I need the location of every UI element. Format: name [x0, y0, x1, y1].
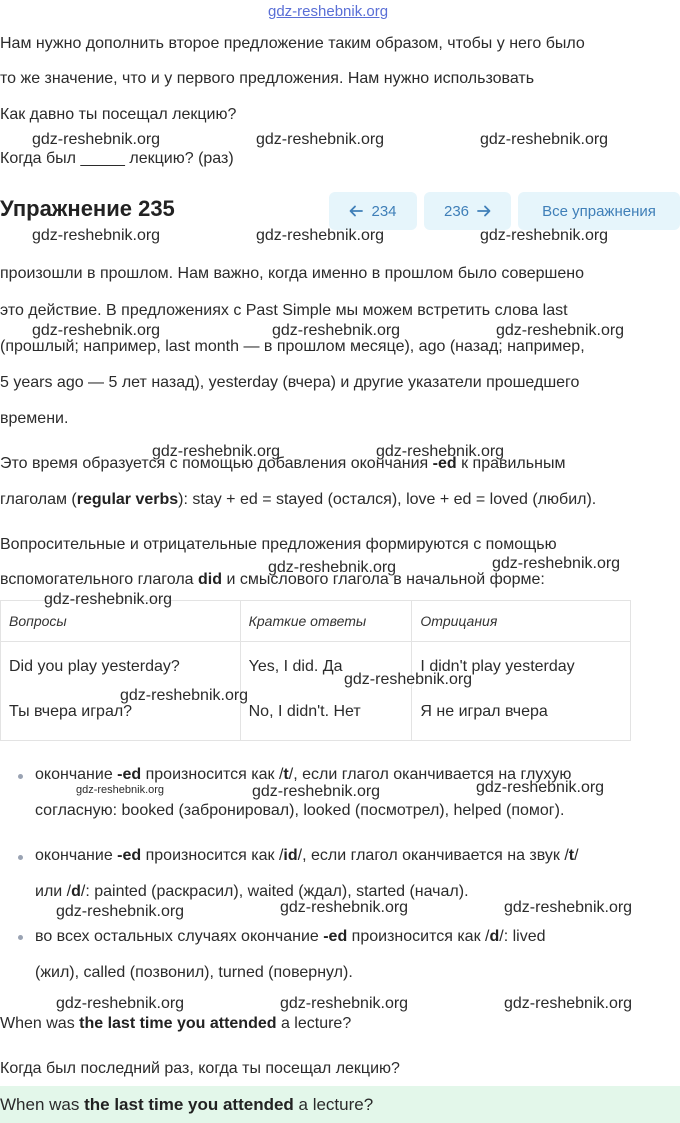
watermark: gdz-reshebnik.org: [120, 687, 249, 704]
bullet-line: окончание -ed произносится как /t/, если глагол оканчивается на глухую: [35, 766, 572, 783]
table-row: [1, 642, 631, 741]
watermark: gdz-reshebnik.org: [480, 227, 609, 244]
watermark: gdz-reshebnik.org: [496, 322, 625, 339]
theory-line: вспомогательного глагола did и смыслового глагола в начальной форме:: [0, 571, 545, 588]
solution-translation: Когда был последний раз, когда ты посещал лекцию?: [0, 1060, 400, 1077]
solution-line: When was the last time you attended a lecture?: [0, 1015, 352, 1032]
answer-box: When was the last time you attended a lecture?: [0, 1086, 680, 1123]
bullet-dot: [18, 774, 23, 779]
watermark: gdz-reshebnik.org: [32, 322, 161, 339]
watermark-link[interactable]: gdz-reshebnik.org: [268, 3, 389, 20]
arrow-right-icon: [477, 204, 491, 218]
intro-line-3: Как давно ты посещал лекцию?: [0, 106, 237, 123]
watermark: gdz-reshebnik.org: [44, 591, 173, 608]
table-header: Вопросы: [1, 601, 241, 642]
watermark: gdz-reshebnik.org: [376, 443, 505, 460]
prev-exercise-button[interactable]: [329, 192, 417, 230]
theory-line: Вопросительные и отрицательные предложения формируются с помощью: [0, 536, 557, 553]
watermark: gdz-reshebnik.org: [344, 671, 473, 688]
watermark: gdz-reshebnik.org: [76, 784, 165, 796]
theory-line: Это время образуется с помощью добавления окончания -ed к правильным: [0, 455, 566, 472]
prev-exercise-label: 234: [371, 202, 397, 220]
watermark: gdz-reshebnik.org: [32, 227, 161, 244]
watermark: gdz-reshebnik.org: [280, 995, 409, 1012]
grammar-table: [0, 600, 631, 741]
all-exercises-label: Все упражнения: [542, 202, 656, 220]
theory-line: произошли в прошлом. Нам важно, когда именно в прошлом было совершено: [0, 265, 585, 282]
bullet-dot: [18, 855, 23, 860]
watermark: gdz-reshebnik.org: [476, 779, 605, 796]
intro-line-4: Когда был _____ лекцию? (раз): [0, 150, 234, 167]
intro-line-2: то же значение, что и у первого предложения. Нам нужно использовать: [0, 70, 535, 87]
theory-line: времени.: [0, 410, 69, 427]
intro-line-1: Нам нужно дополнить второе предложение таким образом, чтобы у него было: [0, 35, 585, 52]
bullet-line: во всех остальных случаях окончание -ed произносится как /d/: lived: [35, 928, 546, 945]
table-cell: I didn't play yesterday Я не играл вчера: [412, 642, 631, 741]
watermark: gdz-reshebnik.org: [504, 899, 633, 916]
watermark: gdz-reshebnik.org: [480, 131, 609, 148]
watermark: gdz-reshebnik.org: [272, 322, 401, 339]
next-exercise-button[interactable]: [424, 192, 511, 230]
watermark: gdz-reshebnik.org: [256, 227, 385, 244]
theory-line: 5 years ago — 5 лет назад), yesterday (вчера) и другие указатели прошедшего: [0, 374, 580, 391]
watermark: gdz-reshebnik.org: [32, 131, 161, 148]
watermark: gdz-reshebnik.org: [492, 555, 621, 572]
theory-line: глаголам (regular verbs): stay + ed = stayed (остался), love + ed = loved (любил).: [0, 491, 597, 508]
bullet-line: или /d/: painted (раскрасил), waited (ждал), started (начал).: [35, 883, 469, 900]
watermark: gdz-reshebnik.org: [56, 995, 185, 1012]
watermark: gdz-reshebnik.org: [152, 443, 281, 460]
theory-line: (прошлый; например, last month — в прошлом месяце), ago (назад; например,: [0, 338, 585, 355]
watermark: gdz-reshebnik.org: [252, 783, 381, 800]
table-cell: Yes, I did. Да No, I didn't. Нет: [240, 642, 412, 741]
next-exercise-label: 236: [443, 202, 470, 220]
bullet-line: (жил), called (позвонил), turned (повернул).: [35, 964, 353, 981]
table-header: Краткие ответы: [240, 601, 412, 642]
watermark: gdz-reshebnik.org: [504, 995, 633, 1012]
watermark: gdz-reshebnik.org: [280, 899, 409, 916]
watermark: gdz-reshebnik.org: [268, 559, 397, 576]
watermark: gdz-reshebnik.org: [56, 903, 185, 920]
watermark: gdz-reshebnik.org: [256, 131, 385, 148]
theory-line: это действие. В предложениях с Past Simple мы можем встретить слова last: [0, 302, 568, 319]
bullet-line: окончание -ed произносится как /id/, если глагол оканчивается на звук /t/: [35, 847, 579, 864]
table-header: Отрицания: [412, 601, 631, 642]
bullet-line: согласную: booked (забронировал), looked (посмотрел), helped (помог).: [35, 802, 565, 819]
arrow-left-icon: [349, 204, 363, 218]
all-exercises-button[interactable]: [518, 192, 680, 230]
exercise-title: Упражнение 235: [0, 196, 175, 221]
table-cell: Did you play yesterday? Ты вчера играл?: [1, 642, 241, 741]
bullet-dot: [18, 935, 23, 940]
